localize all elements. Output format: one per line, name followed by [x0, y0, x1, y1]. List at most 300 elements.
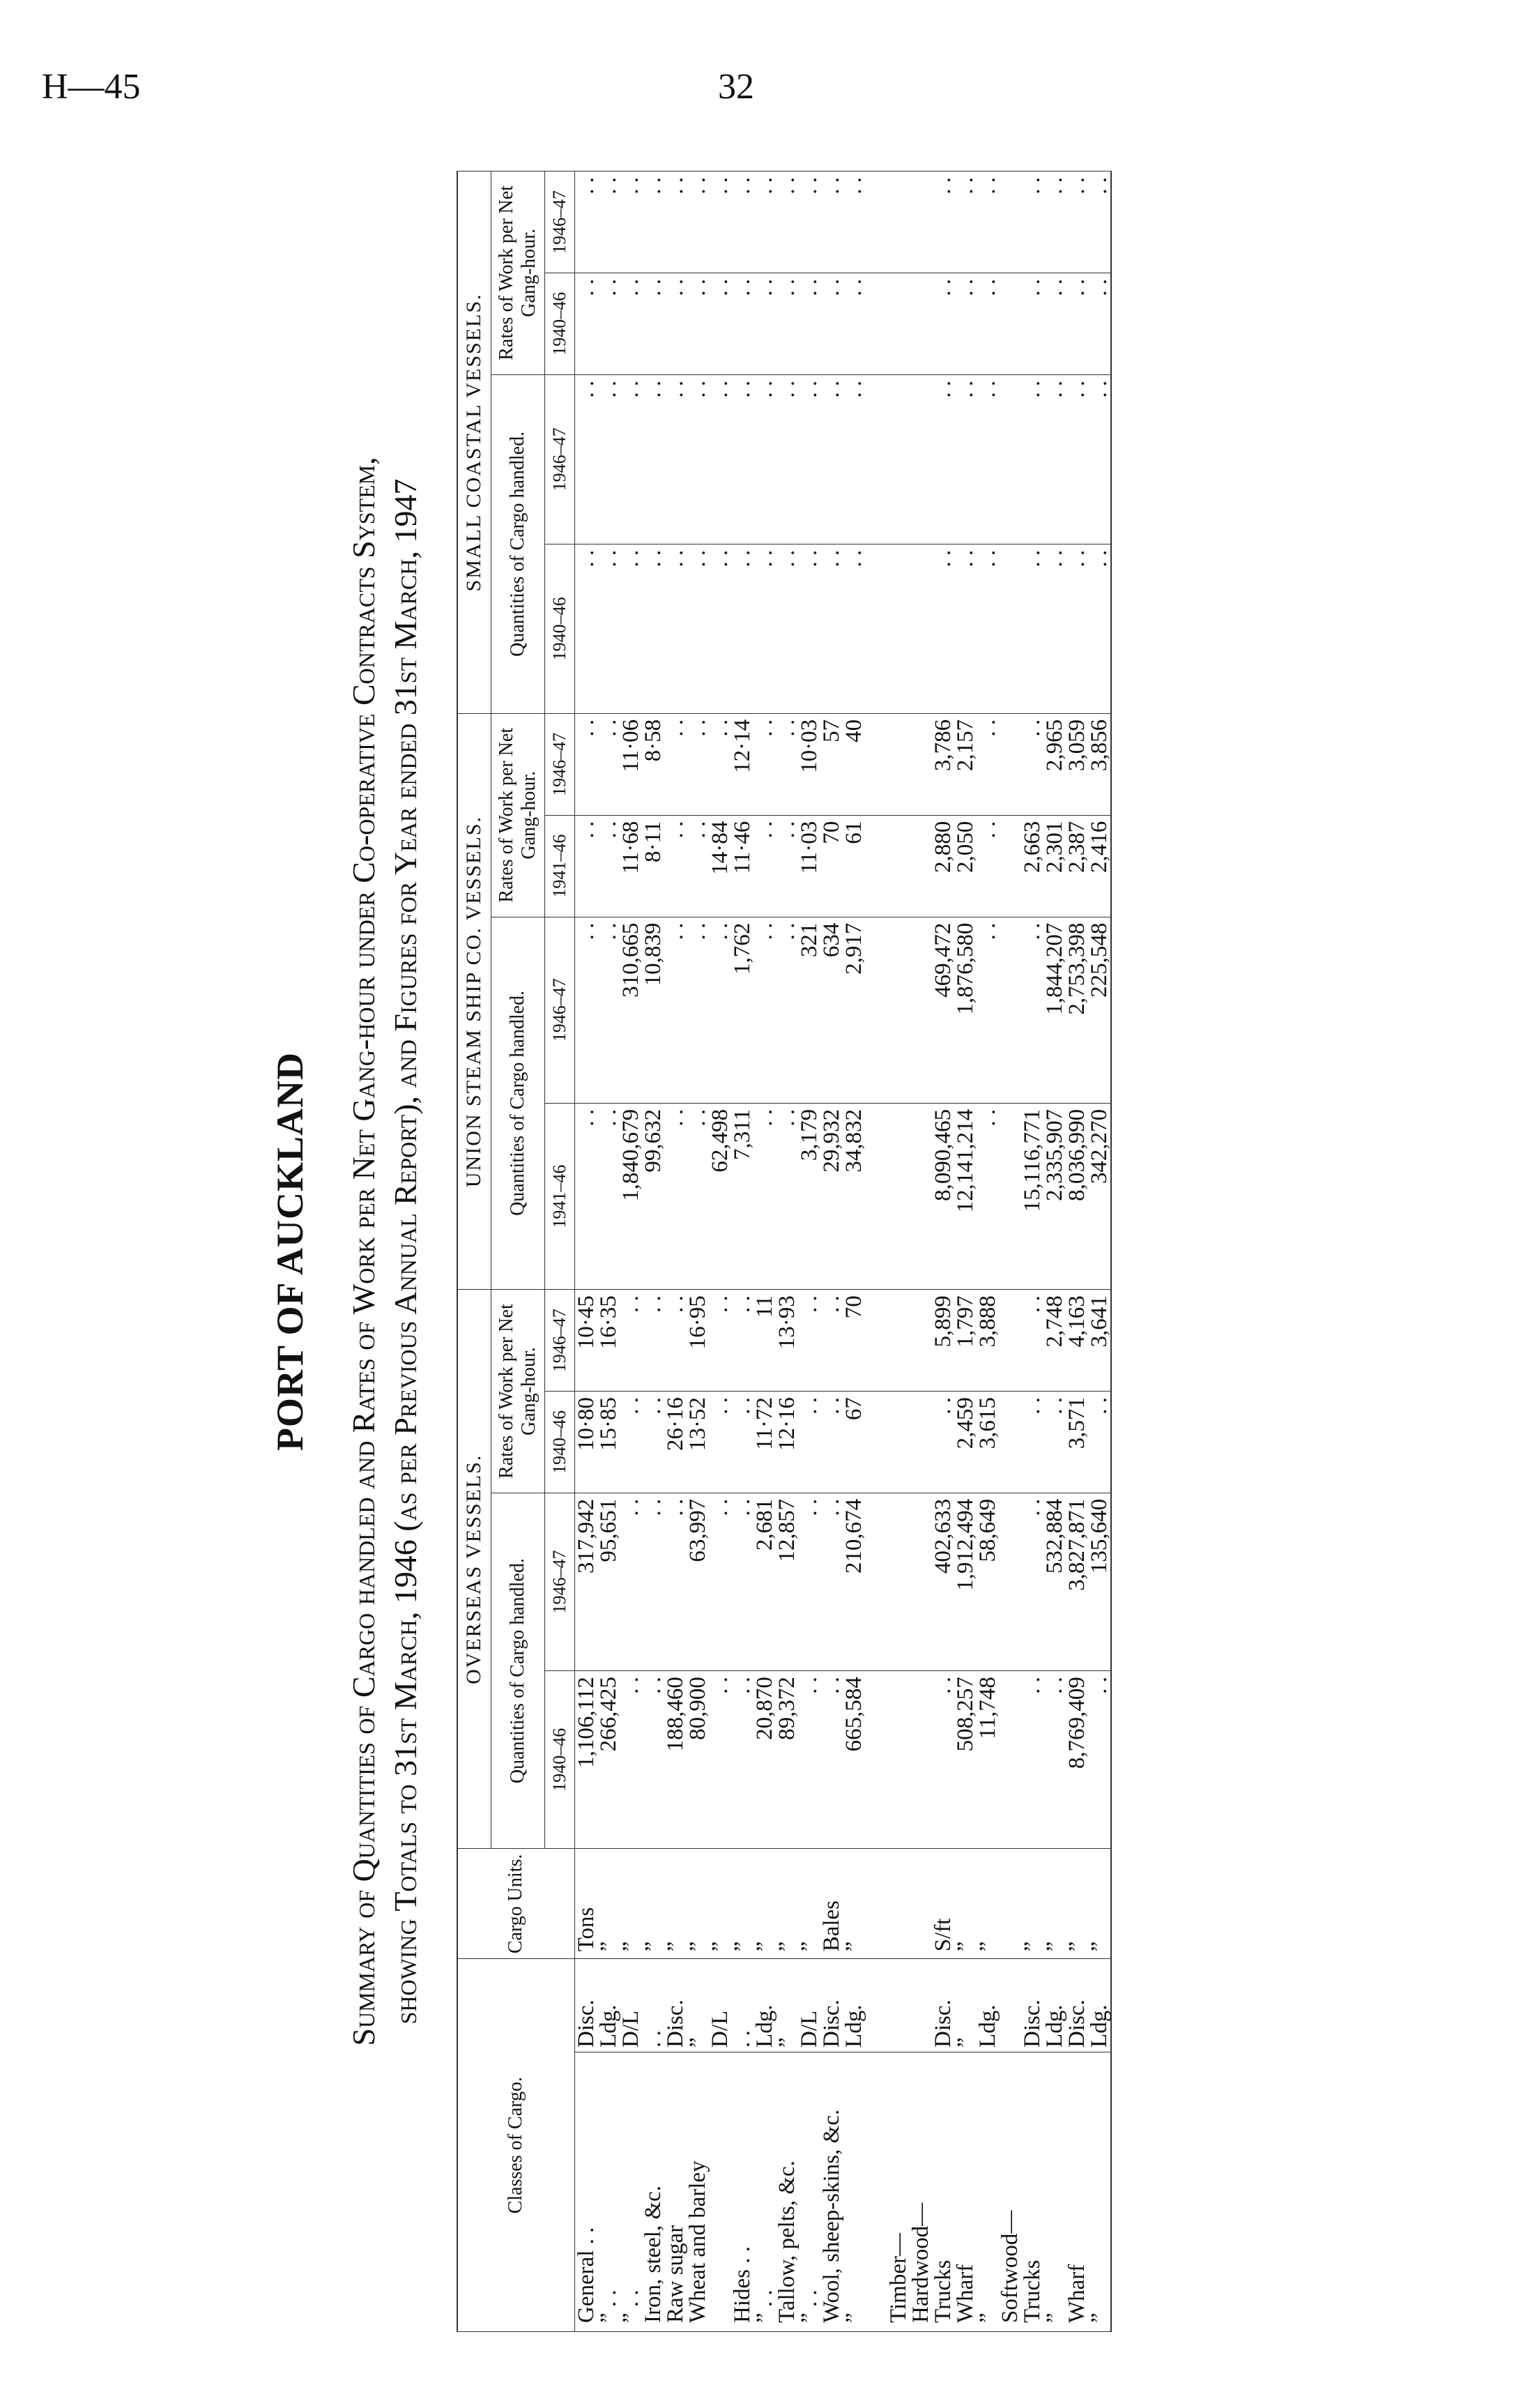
table-cell-cls: ” . . [620, 2052, 642, 2331]
header-year: 1946–47 [544, 172, 574, 273]
table-cell-unit [999, 1849, 1021, 1959]
table-cell-us-q2: 2,753,398 [1066, 917, 1088, 1103]
table-row [887, 172, 910, 2332]
table-cell-ov-r1: 10·80 [574, 1392, 597, 1493]
table-row [574, 172, 597, 2332]
table-row [1021, 172, 1043, 2332]
table-cell-cls: Trucks [1021, 2052, 1043, 2331]
table-cell-ov-q1: . . [1088, 1671, 1111, 1849]
table-cell-us-r1: 11·68 [620, 815, 642, 917]
table-cell-ov-r2: . . [664, 1290, 687, 1392]
header-classes: Classes of Cargo. [457, 1959, 574, 2332]
table-cell-us-r1: . . [687, 815, 709, 917]
table-cell-sc-q1: . . [954, 544, 977, 713]
table-cell-ov-q2 [887, 1493, 910, 1670]
table-cell-ov-r2 [910, 1290, 932, 1392]
table-cell-cls: Wool, sheep-skins, &c. [820, 2052, 843, 2331]
table-cell [865, 1671, 887, 1849]
table-cell-kind: Disc. [820, 1959, 843, 2052]
table-cell-us-r2: 40 [843, 713, 865, 815]
page-number: 32 [718, 67, 754, 107]
table-cell-ov-r1: . . [798, 1392, 820, 1493]
table-cell-kind: Disc. [1066, 1959, 1088, 2052]
table-cell-us-q2: 1,844,207 [1043, 917, 1066, 1103]
table-cell [865, 172, 887, 273]
table-cell-sc-q1 [887, 544, 910, 713]
table-cell-ov-r1: 15·85 [597, 1392, 620, 1493]
table-cell-sc-q1: . . [932, 544, 954, 713]
table-cell-sc-q2: . . [731, 374, 753, 544]
table-row [776, 172, 798, 2332]
header-year: 1946–47 [544, 917, 574, 1103]
table-cell-ov-r2: . . [798, 1290, 820, 1392]
table-cell-sc-r1: . . [753, 273, 776, 374]
table-cell-us-q2: 10,839 [642, 917, 664, 1103]
header-year: 1940–46 [544, 1392, 574, 1493]
table-cell-unit: ” [620, 1849, 642, 1959]
header-overseas: OVERSEAS VESSELS. [457, 1290, 491, 1849]
table-cell-ov-r1 [887, 1392, 910, 1493]
table-cell-us-r1: . . [977, 815, 999, 917]
table-cell-sc-r2: . . [1088, 172, 1111, 273]
table-cell-sc-q1: . . [731, 544, 753, 713]
table-cell-us-r2: . . [753, 713, 776, 815]
table-cell-us-r2: . . [664, 713, 687, 815]
table-cell-us-q2: . . [753, 917, 776, 1103]
table-cell-sc-r1: . . [843, 273, 865, 374]
table-cell-ov-q2: . . [1021, 1493, 1043, 1670]
table-cell-ov-r2: 13·93 [776, 1290, 798, 1392]
table-cell-sc-r2: . . [753, 172, 776, 273]
table-cell-unit: ” [597, 1849, 620, 1959]
table-cell-ov-r2: 3,641 [1088, 1290, 1111, 1392]
table-cell-unit: ” [1066, 1849, 1088, 1959]
table-cell-kind [910, 1959, 932, 2052]
table-cell-kind: D/L [798, 1959, 820, 2052]
subtitle-line-2: showing Totals to 31st March, 1946 (as per Previous Annual Report), and Figures for Year ended 31st March, 1947 [388, 478, 423, 2025]
table-cell-sc-r1: . . [954, 273, 977, 374]
table-cell-ov-r1: 12·16 [776, 1392, 798, 1493]
table-cell-sc-r2: . . [664, 172, 687, 273]
table-cell-sc-q2: . . [753, 374, 776, 544]
table-cell-sc-r2 [999, 172, 1021, 273]
table-cell-us-q1: 342,270 [1088, 1103, 1111, 1289]
table-cell-cls: Timber— [887, 2052, 910, 2331]
table-cell-ov-q1: . . [731, 1671, 753, 1849]
table-cell-sc-r1: . . [977, 273, 999, 374]
table-cell-us-r2: 2,157 [954, 713, 977, 815]
table-cell-ov-q1: . . [798, 1671, 820, 1849]
table-cell-us-q2: . . [1021, 917, 1043, 1103]
table-cell-sc-q1: . . [843, 544, 865, 713]
table-cell-sc-q1: . . [642, 544, 664, 713]
table-row [753, 172, 776, 2332]
table-cell-ov-r1: . . [820, 1392, 843, 1493]
table-cell-us-q1: . . [597, 1103, 620, 1289]
table-cell-ov-r2: 2,748 [1043, 1290, 1066, 1392]
table-cell-us-q1: 12,141,214 [954, 1103, 977, 1289]
table-cell-us-q2: . . [709, 917, 731, 1103]
table-cell-sc-r2 [887, 172, 910, 273]
table-cell-unit: ” [843, 1849, 865, 1959]
table-cell-sc-r1: . . [709, 273, 731, 374]
table-cell-sc-q2: . . [977, 374, 999, 544]
table-cell-us-q1: 2,335,907 [1043, 1103, 1066, 1289]
table-cell-sc-r1: . . [642, 273, 664, 374]
table-cell-us-q2: 1,762 [731, 917, 753, 1103]
table-cell-us-r1: 2,301 [1043, 815, 1066, 917]
table-cell-kind: Ldg. [977, 1959, 999, 2052]
table-cell-sc-r1: . . [1043, 273, 1066, 374]
table-cell-ov-q1: . . [932, 1671, 954, 1849]
table-cell-cls: ” [1088, 2052, 1111, 2331]
table-row [798, 172, 820, 2332]
table-cell-sc-q1 [910, 544, 932, 713]
table-cell-sc-q1: . . [1021, 544, 1043, 713]
table-cell-ov-q2: 210,674 [843, 1493, 865, 1670]
table-cell-us-r1: 70 [820, 815, 843, 917]
table-cell-sc-r2: . . [776, 172, 798, 273]
table-cell-ov-q2: . . [664, 1493, 687, 1670]
table-cell-sc-q2: . . [1043, 374, 1066, 544]
table-cell-us-q2: 1,876,580 [954, 917, 977, 1103]
table-cell-cls: ” . . [753, 2052, 776, 2331]
table-row [910, 172, 932, 2332]
table-cell [865, 1959, 887, 2052]
table-cell-sc-q1: . . [776, 544, 798, 713]
table-cell-sc-r2: . . [731, 172, 753, 273]
table-cell-ov-q1 [887, 1671, 910, 1849]
table-cell-us-r2 [999, 713, 1021, 815]
table-cell-sc-q1: . . [687, 544, 709, 713]
table-cell-ov-r1: 11·72 [753, 1392, 776, 1493]
table-cell-unit: ” [977, 1849, 999, 1959]
table-cell-kind: Ldg. [753, 1959, 776, 2052]
table-cell-us-q1: 3,179 [798, 1103, 820, 1289]
table-cell-ov-r1: . . [1021, 1392, 1043, 1493]
table-cell-unit: ” [776, 1849, 798, 1959]
table-cell-sc-q2: . . [642, 374, 664, 544]
table-cell-cls: Hardwood— [910, 2052, 932, 2331]
table-cell-unit: ” [709, 1849, 731, 1959]
table-cell-us-r2: 57 [820, 713, 843, 815]
table-cell-us-q2: 225,548 [1088, 917, 1111, 1103]
table-cell-us-r1: 11·03 [798, 815, 820, 917]
cargo-table [457, 171, 1112, 2332]
table-cell-ov-q2: 402,633 [932, 1493, 954, 1670]
header-units: Cargo Units. [457, 1849, 574, 1959]
table-cell-cls: Iron, steel, &c. [642, 2052, 664, 2331]
table-cell-unit: ” [731, 1849, 753, 1959]
table-row [1088, 172, 1111, 2332]
table-cell-sc-q1: . . [620, 544, 642, 713]
table-row [865, 172, 887, 2332]
table-cell-ov-q2: 95,651 [597, 1493, 620, 1670]
table-cell-us-q2: . . [687, 917, 709, 1103]
table-cell-cls: ” [843, 2052, 865, 2331]
table-cell-sc-r2: . . [1066, 172, 1088, 273]
table-cell-us-r2: . . [597, 713, 620, 815]
table-cell-sc-r2: . . [709, 172, 731, 273]
table-cell-us-q1 [910, 1103, 932, 1289]
table-cell-ov-q2: . . [820, 1493, 843, 1670]
table-cell-ov-q1: . . [820, 1671, 843, 1849]
table-cell-unit: ” [753, 1849, 776, 1959]
table-cell-us-q2: . . [664, 917, 687, 1103]
table-cell-us-r2: . . [687, 713, 709, 815]
header-us-rates: Rates of Work per Net Gang-hour. [491, 713, 544, 917]
table-row [843, 172, 865, 2332]
table-cell-ov-r1: . . [1088, 1392, 1111, 1493]
table-cell-sc-r2: . . [932, 172, 954, 273]
table-cell-ov-r1 [910, 1392, 932, 1493]
table-cell-us-q1: 34,832 [843, 1103, 865, 1289]
table-cell [865, 815, 887, 917]
table-cell-unit: ” [642, 1849, 664, 1959]
title-block [268, 171, 457, 2332]
table-cell-ov-q1: 89,372 [776, 1671, 798, 1849]
table-cell-us-r1: 61 [843, 815, 865, 917]
table-cell-us-r2: 10·03 [798, 713, 820, 815]
table-cell-kind: D/L [620, 1959, 642, 2052]
table-cell-us-r1: 2,050 [954, 815, 977, 917]
table-cell-sc-r1: . . [932, 273, 954, 374]
table-cell-ov-r2: 10·45 [574, 1290, 597, 1392]
header-year: 1940–46 [544, 544, 574, 713]
table-cell-us-q1: . . [977, 1103, 999, 1289]
table-cell [865, 1493, 887, 1670]
table-cell-unit: ” [954, 1849, 977, 1959]
table-cell-kind: Disc. [1021, 1959, 1043, 2052]
table-cell-us-r1: . . [776, 815, 798, 917]
table-row [1043, 172, 1066, 2332]
table-cell-sc-r1 [887, 273, 910, 374]
table-cell-sc-q1: . . [820, 544, 843, 713]
table-cell-us-r2: . . [574, 713, 597, 815]
table-cell-sc-q2 [887, 374, 910, 544]
table-cell-unit: ” [664, 1849, 687, 1959]
header-year: 1946–47 [544, 1290, 574, 1392]
table-cell-us-q1: 8,090,465 [932, 1103, 954, 1289]
table-cell-sc-q2: . . [954, 374, 977, 544]
table-row [954, 172, 977, 2332]
table-cell-us-q2: . . [776, 917, 798, 1103]
table-cell-sc-r1: . . [664, 273, 687, 374]
table-cell-sc-q2 [999, 374, 1021, 544]
table-cell-sc-q2: . . [709, 374, 731, 544]
table-cell-kind: . . [642, 1959, 664, 2052]
header-row-groups [457, 172, 491, 2332]
table-cell-sc-r1: . . [1021, 273, 1043, 374]
table-cell-ov-r1: 3,571 [1066, 1392, 1088, 1493]
table-cell-us-q2: 310,665 [620, 917, 642, 1103]
table-cell-us-r2: 3,786 [932, 713, 954, 815]
table-cell-ov-q2 [910, 1493, 932, 1670]
table-cell-us-r1 [999, 815, 1021, 917]
table-cell-sc-q2: . . [776, 374, 798, 544]
table-cell-cls: Wharf [954, 2052, 977, 2331]
table-cell [865, 1849, 887, 1959]
table-cell-sc-r1: . . [597, 273, 620, 374]
table-cell-cls: ” . . [597, 2052, 620, 2331]
table-cell-ov-q1: 188,460 [664, 1671, 687, 1849]
table-cell-sc-r1: . . [731, 273, 753, 374]
table-cell-unit: ” [1043, 1849, 1066, 1959]
header-year: 1940–46 [544, 273, 574, 374]
table-cell-kind [887, 1959, 910, 2052]
table-cell-sc-q1: . . [1043, 544, 1066, 713]
table-cell-us-r1: 2,416 [1088, 815, 1111, 917]
table-cell-cls: ” . . [798, 2052, 820, 2331]
table-cell-us-r1: . . [753, 815, 776, 917]
table-cell-sc-r1: . . [798, 273, 820, 374]
table-cell-ov-q1: 80,900 [687, 1671, 709, 1849]
table-cell-ov-r2: 16·35 [597, 1290, 620, 1392]
table-cell-us-q1: 29,932 [820, 1103, 843, 1289]
table-cell-sc-q1: . . [1066, 544, 1088, 713]
table-cell-cls: Wheat and barley [687, 2052, 709, 2331]
table-cell-ov-q2: 532,884 [1043, 1493, 1066, 1670]
table-cell-sc-r1: . . [820, 273, 843, 374]
header-year: 1946–47 [544, 713, 574, 815]
table-cell-ov-q1 [910, 1671, 932, 1849]
header-year: 1946–47 [544, 374, 574, 544]
table-cell-unit: ” [1088, 1849, 1111, 1959]
table-cell-ov-r2: . . [731, 1290, 753, 1392]
table-cell-sc-q2: . . [597, 374, 620, 544]
table-cell-ov-q1: 665,584 [843, 1671, 865, 1849]
table-cell-ov-r1: 26·16 [664, 1392, 687, 1493]
table-cell-cls: Raw sugar [664, 2052, 687, 2331]
table-cell-us-r1: 14·84 [709, 815, 731, 917]
table-cell-sc-q2: . . [687, 374, 709, 544]
table-cell-sc-q1: . . [1088, 544, 1111, 713]
table-cell-us-q1: . . [776, 1103, 798, 1289]
table-cell-ov-r2: . . [620, 1290, 642, 1392]
table-cell-ov-q2: 12,857 [776, 1493, 798, 1670]
table-cell-sc-r2 [910, 172, 932, 273]
table-cell-ov-q2: . . [620, 1493, 642, 1670]
table-cell-sc-r1 [910, 273, 932, 374]
table-row [687, 172, 709, 2332]
table-cell-ov-q1: . . [709, 1671, 731, 1849]
table-cell-ov-q2: . . [642, 1493, 664, 1670]
table-cell-sc-r2: . . [620, 172, 642, 273]
table-cell-sc-q2: . . [1088, 374, 1111, 544]
table-cell-ov-r1: 13·52 [687, 1392, 709, 1493]
table-cell-kind: Ldg. [1088, 1959, 1111, 2052]
table-cell-ov-r1: 67 [843, 1392, 865, 1493]
table-cell-us-q1: 8,036,990 [1066, 1103, 1088, 1289]
table-cell-ov-q1: 1,106,112 [574, 1671, 597, 1849]
page-title: PORT OF AUCKLAND [269, 1051, 311, 1451]
table-cell-ov-r2: 70 [843, 1290, 865, 1392]
table-cell [865, 1290, 887, 1392]
table-row [977, 172, 999, 2332]
table-cell-sc-q2: . . [843, 374, 865, 544]
table-cell-cls: Hides . . [731, 2052, 753, 2331]
table-cell-ov-q2 [999, 1493, 1021, 1670]
table-cell-unit: ” [687, 1849, 709, 1959]
table-cell-ov-r1: . . [642, 1392, 664, 1493]
rotated-page-content [268, 171, 1502, 2332]
table-cell-kind: Ldg. [597, 1959, 620, 2052]
table-cell-us-q2: 634 [820, 917, 843, 1103]
table-cell-sc-r2: . . [574, 172, 597, 273]
table-cell-us-q2: . . [597, 917, 620, 1103]
table-row [620, 172, 642, 2332]
table-cell-ov-r1: 2,459 [954, 1392, 977, 1493]
subtitle-line-1: Summary of Quantities of Cargo handled and Rates of Work per Net Gang-hour under Co-operative Contracts System, [346, 457, 381, 2046]
table-row [664, 172, 687, 2332]
table-cell-us-q2: . . [574, 917, 597, 1103]
table-cell-ov-r1: . . [932, 1392, 954, 1493]
table-cell-us-q2: 2,917 [843, 917, 865, 1103]
table-cell-ov-q2: 1,912,494 [954, 1493, 977, 1670]
table-cell-ov-q2: 3,827,871 [1066, 1493, 1088, 1670]
table-cell-us-q1: 62,498 [709, 1103, 731, 1289]
table-cell-unit [910, 1849, 932, 1959]
table-cell-kind [999, 1959, 1021, 2052]
table-cell-us-q2: . . [977, 917, 999, 1103]
table-cell [865, 917, 887, 1103]
table-cell-ov-r2: 1,797 [954, 1290, 977, 1392]
table-cell-us-r2: . . [977, 713, 999, 815]
table-cell-us-r1: 2,880 [932, 815, 954, 917]
table-cell-ov-r2: 3,888 [977, 1290, 999, 1392]
table-cell-us-q2 [887, 917, 910, 1103]
table-cell-kind: D/L [709, 1959, 731, 2052]
table-cell-sc-q1: . . [753, 544, 776, 713]
table-cell-ov-r2: . . [642, 1290, 664, 1392]
table-cell-ov-q1 [999, 1671, 1021, 1849]
table-cell-ov-r2: 4,163 [1066, 1290, 1088, 1392]
table-cell-sc-q2: . . [620, 374, 642, 544]
table-cell-sc-r2: . . [843, 172, 865, 273]
table-cell-ov-q2: . . [709, 1493, 731, 1670]
table-cell [865, 713, 887, 815]
table-cell-us-r2: . . [776, 713, 798, 815]
table-cell-unit: S/ft [932, 1849, 954, 1959]
table-cell-ov-q1: . . [642, 1671, 664, 1849]
table-cell-sc-r2: . . [954, 172, 977, 273]
table-cell-us-r1: 8·11 [642, 815, 664, 917]
header-year: 1946–47 [544, 1493, 574, 1670]
table-cell-us-r1 [910, 815, 932, 917]
table-cell [865, 2052, 887, 2331]
table-cell-ov-r1 [999, 1392, 1021, 1493]
table-cell-ov-q2: . . [798, 1493, 820, 1670]
table-cell-ov-r2: . . [1021, 1290, 1043, 1392]
table-cell-us-r1: . . [597, 815, 620, 917]
table-cell-ov-q2: 317,942 [574, 1493, 597, 1670]
table-cell-sc-q2: . . [932, 374, 954, 544]
table-cell-ov-q2: . . [731, 1493, 753, 1670]
table-cell-cls: ” [977, 2052, 999, 2331]
header-sc-qty: Quantities of Cargo handled. [491, 374, 544, 713]
header-ov-qty: Quantities of Cargo handled. [491, 1493, 544, 1848]
table-row [1066, 172, 1088, 2332]
header-coastal: SMALL COASTAL VESSELS. [457, 172, 491, 714]
table-cell-ov-r2: . . [709, 1290, 731, 1392]
table-row [820, 172, 843, 2332]
table-cell-us-r2: . . [709, 713, 731, 815]
header-sc-rates: Rates of Work per Net Gang-hour. [491, 172, 544, 375]
table-cell-sc-q1: . . [709, 544, 731, 713]
table-cell-sc-r2: . . [1043, 172, 1066, 273]
table-cell-ov-q1: 11,748 [977, 1671, 999, 1849]
table-cell-us-r1: 11·46 [731, 815, 753, 917]
